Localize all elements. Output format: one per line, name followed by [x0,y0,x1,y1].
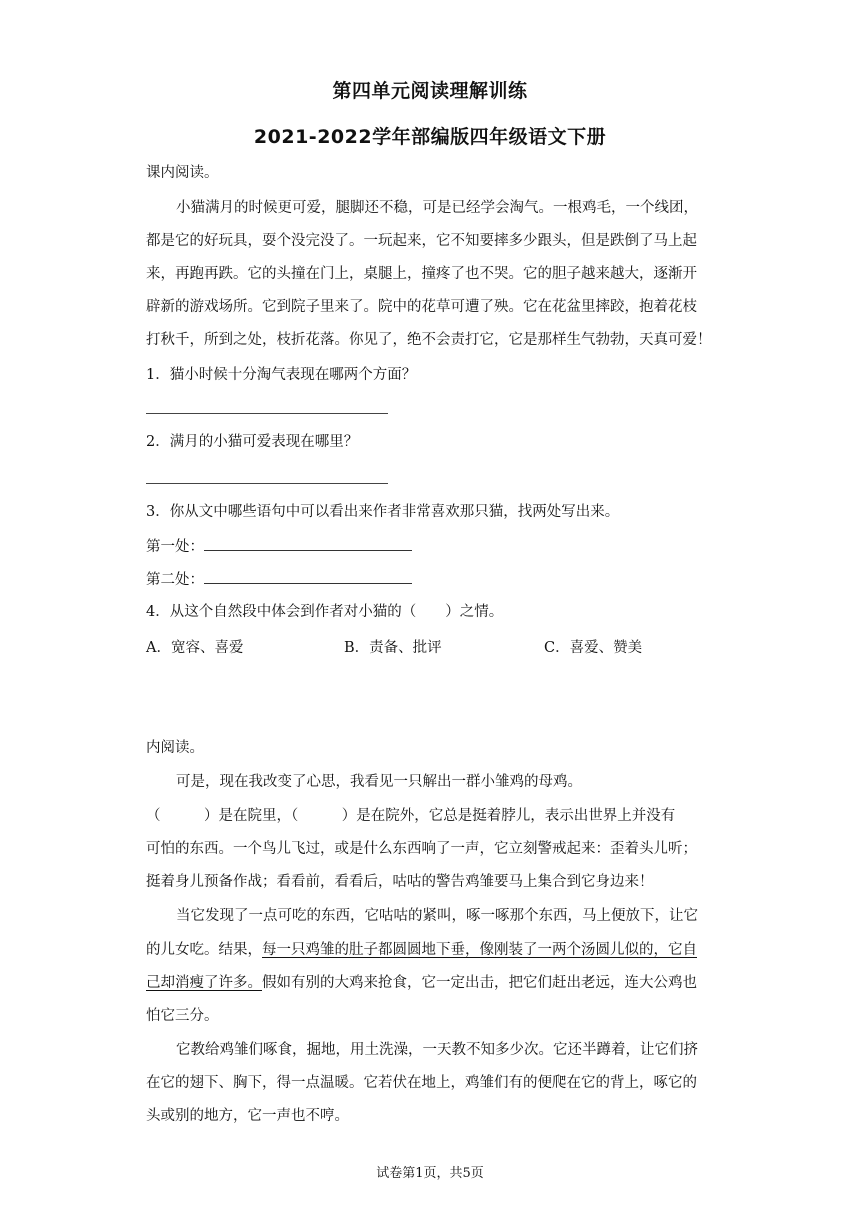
page-title: 第四单元阅读理解训练 [332,80,528,102]
passage2-text: 假如有别的大鸡来抢食，它一定出击，把它们赶出老远，连大公鸡也 [262,975,697,991]
option-c[interactable]: C．喜爱、赞美 [544,640,643,656]
question-2: 2．满月的小猫可爱表现在哪里？ [146,434,359,450]
question-4: 4．从这个自然段中体会到作者对小猫的（ ）之情。 [146,604,504,620]
passage2-text: 的儿女吃。结果， [146,942,262,958]
option-b[interactable]: B．责备、批评 [344,640,442,656]
passage1-line: 都是它的好玩具，耍个没完没了。一玩起来，它不知要摔多少跟头，但是跌倒了马上起 [146,233,697,249]
section1-heading: 课内阅读。 [146,165,219,181]
q3-first-label: 第一处： [146,539,204,555]
q3-second-label: 第二处： [146,572,204,588]
passage2-line: 可是，现在我改变了心思，我看见一只解出一群小雏鸡的母鸡。 [176,774,582,790]
option-a[interactable]: A．宽容、喜爱 [146,640,244,656]
page-footer: 试卷第1页，共5页 [376,1166,484,1181]
page-subtitle: 2021-2022学年部编版四年级语文下册 [253,126,607,148]
q3-second-blank[interactable] [204,569,412,584]
passage2-line-7 [146,973,697,993]
answer-line-q1[interactable] [146,413,388,414]
passage1-line: 打秋千，所到之处，枝折花落。你见了，绝不会责打它，它是那样生气勃勃，天真可爱！ [146,332,712,348]
passage2-line: 当它发现了一点可吃的东西，它咕咕的紧叫，啄一啄那个东西，马上便放下，让它 [176,908,698,924]
passage2-line: （ ）是在院里，（ ）是在院外，它总是挺着脖儿，表示出世界上并没有 [146,808,676,824]
q3-first-blank[interactable] [204,536,412,551]
passage1-line: 小猫满月的时候更可爱，腿脚还不稳，可是已经学会淘气。一根鸡毛，一个线团， [176,200,698,216]
question-1: 1．猫小时候十分淘气表现在哪两个方面？ [146,367,417,383]
underlined-sentence: 己却消瘦了许多。 [146,975,262,991]
q3-second-row [146,569,412,590]
answer-line-q2[interactable] [146,483,388,484]
passage1-line: 来，再跑再跌。它的头撞在门上，桌腿上，撞疼了也不哭。它的胆子越来越大，逐渐开 [146,266,697,282]
passage2-line: 它教给鸡雏们啄食，掘地，用土洗澡，一天教不知多少次。它还半蹲着，让它们挤 [176,1042,698,1058]
passage2-line: 在它的翅下、胸下，得一点温暖。它若伏在地上，鸡雏们有的便爬在它的背上，啄它的 [146,1075,697,1091]
passage2-line: 挺着身儿预备作战；看看前，看看后，咕咕的警告鸡雏要马上集合到它身边来！ [146,874,654,890]
q3-first-row [146,536,412,557]
underlined-sentence: 每一只鸡雏的肚子都圆圆地下垂，像刚装了一两个汤圆儿似的，它自 [262,942,697,958]
passage2-line: 可怕的东西。一个鸟儿飞过，或是什么东西响了一声，它立刻警戒起来：歪着头儿听； [146,841,697,857]
passage2-line-6 [146,940,697,960]
passage2-line: 怕它三分。 [146,1008,219,1024]
section2-heading: 内阅读。 [146,740,204,756]
passage2-line: 头或别的地方，它一声也不哼。 [146,1108,349,1124]
question-3: 3．你从文中哪些语句中可以看出来作者非常喜欢那只猫，找两处写出来。 [146,504,620,520]
passage1-line: 辟新的游戏场所。它到院子里来了。院中的花草可遭了殃。它在花盆里摔跤，抱着花枝 [146,299,697,315]
